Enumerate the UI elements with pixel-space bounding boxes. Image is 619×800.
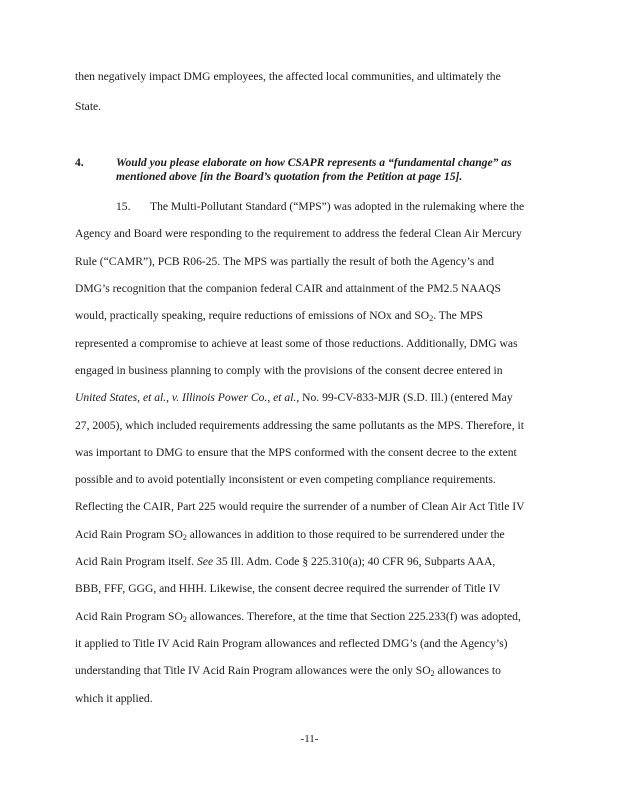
text-span: understanding that Title IV Acid Rain Program allowances were the only SO [75,664,431,677]
body-text-line: 27, 2005), which included requirements addressing the same pollutants as the MPS. Therefore, it [75,419,524,432]
signal-see: See [197,555,214,568]
case-citation: United States, et al., v. Illinois Power Co., et al. [75,391,297,404]
body-text-line [75,664,501,678]
body-text-line [75,610,521,624]
text-span: Acid Rain Program SO [75,528,183,541]
text-span: allowances to [434,664,501,677]
body-text-line: was important to DMG to ensure that the MPS conformed with the consent decree to the extent [75,446,517,459]
body-text-line: which it applied. [75,692,153,705]
body-text-line [75,555,495,569]
body-text-line: possible and to avoid potentially inconsistent or even competing compliance requirements. [75,473,496,486]
subscript: 2 [182,533,187,542]
text-span: would, practically speaking, require reductions of emissions of NOx and SO [75,309,430,322]
body-text-line: Reflecting the CAIR, Part 225 would require the surrender of a number of Clean Air Act Title IV [75,500,525,513]
body-text-line [75,528,505,542]
body-text-line: represented a compromise to achieve at least some of those reductions. Additionally, DMG was [75,337,518,350]
text-span: allowances in addition to those required to be surrendered under the [186,528,505,541]
body-text-line: Rule (“CAMR”), PCB R06-25. The MPS was partially the result of both the Agency’s and [75,255,495,268]
subscript: 2 [429,314,434,323]
body-text-line: it applied to Title IV Acid Rain Program allowances and reflected DMG’s (and the Agency’s) [75,637,508,650]
body-text-line: BBB, FFF, GGG, and HHH. Likewise, the consent decree required the surrender of Title IV [75,582,501,595]
text-span: , No. 99-CV-833-MJR (S.D. Ill.) (entered May [296,391,513,404]
question-text-line: Would you please elaborate on how CSAPR represents a “fundamental change” as [116,156,512,169]
body-text-line [75,391,513,405]
text-span: Acid Rain Program SO [75,610,183,623]
text-span: 35 Ill. Adm. Code § 225.310(a); 40 CFR 96, Subparts AAA, [213,555,496,568]
paragraph-number: 15. [116,200,131,213]
body-text-line: The Multi-Pollutant Standard (“MPS”) was adopted in the rulemaking where the [150,200,525,213]
question-text-line: mentioned above [in the Board’s quotation from the Petition at page 15]. [116,170,463,183]
subscript: 2 [430,669,435,678]
body-text-line: State. [75,100,102,113]
body-text-line: Agency and Board were responding to the requirement to address the federal Clean Air Mercury [75,227,522,240]
body-text-line: then negatively impact DMG employees, the affected local communities, and ultimately the [75,70,501,83]
text-span: . The MPS [433,309,483,322]
page-number: -11- [300,733,319,745]
text-span: Acid Rain Program itself. [75,555,198,568]
text-span: allowances. Therefore, at the time that Section 225.233(f) was adopted, [186,610,521,623]
body-text-line: DMG’s recognition that the companion federal CAIR and attainment of the PM2.5 NAAQS [75,282,501,295]
body-text-line: engaged in business planning to comply with the provisions of the consent decree entered in [75,364,503,377]
question-number: 4. [75,156,84,169]
body-text-line [75,309,483,323]
subscript: 2 [182,615,187,624]
